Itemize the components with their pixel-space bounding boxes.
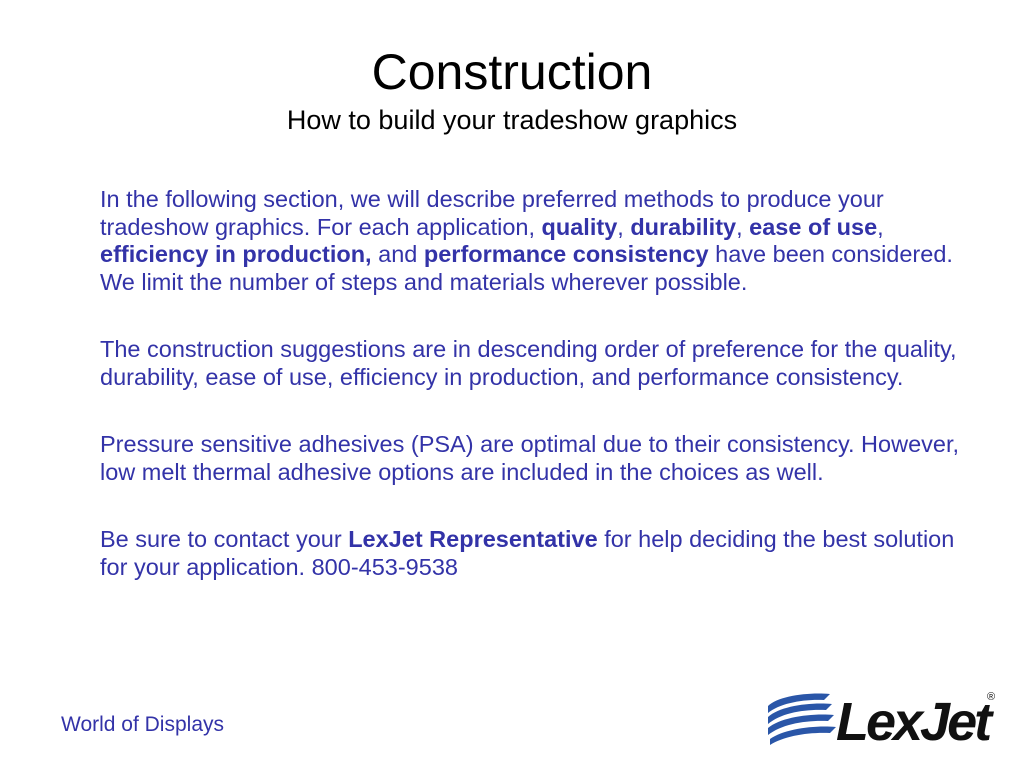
paragraph-4: Be sure to contact your LexJet Representative for help deciding the best solution for your application. 800-453-9538 bbox=[100, 526, 955, 580]
registered-mark: ® bbox=[987, 691, 996, 703]
lexjet-representative: LexJet Representative bbox=[348, 526, 598, 552]
slide-subtitle: How to build your tradeshow graphics bbox=[286, 105, 738, 135]
lexjet-wordmark: LexJet bbox=[836, 692, 990, 752]
paragraph-3: Pressure sensitive adhesives (PSA) are optimal due to their consistency. However, low melt thermal adhesive options are included in the choices as well. bbox=[100, 431, 960, 485]
lexjet-logo bbox=[766, 686, 1002, 752]
body-text bbox=[100, 186, 980, 621]
title-block bbox=[0, 42, 1024, 136]
paragraph-1: In the following section, we will describe preferred methods to produce your tradeshow graphics. For each application, quality, durability, ease of use, efficiency in production, and performance consistency have been considered. We limit the number of steps and materials wherever possible. bbox=[100, 186, 953, 295]
footer-text: World of Displays bbox=[61, 713, 224, 736]
lexjet-swoosh-icon bbox=[768, 694, 836, 746]
slide-title: Construction bbox=[371, 44, 653, 100]
paragraph-2: The construction suggestions are in descending order of preference for the quality, durability, ease of use, efficiency in production, and performance consistency. bbox=[100, 336, 957, 390]
